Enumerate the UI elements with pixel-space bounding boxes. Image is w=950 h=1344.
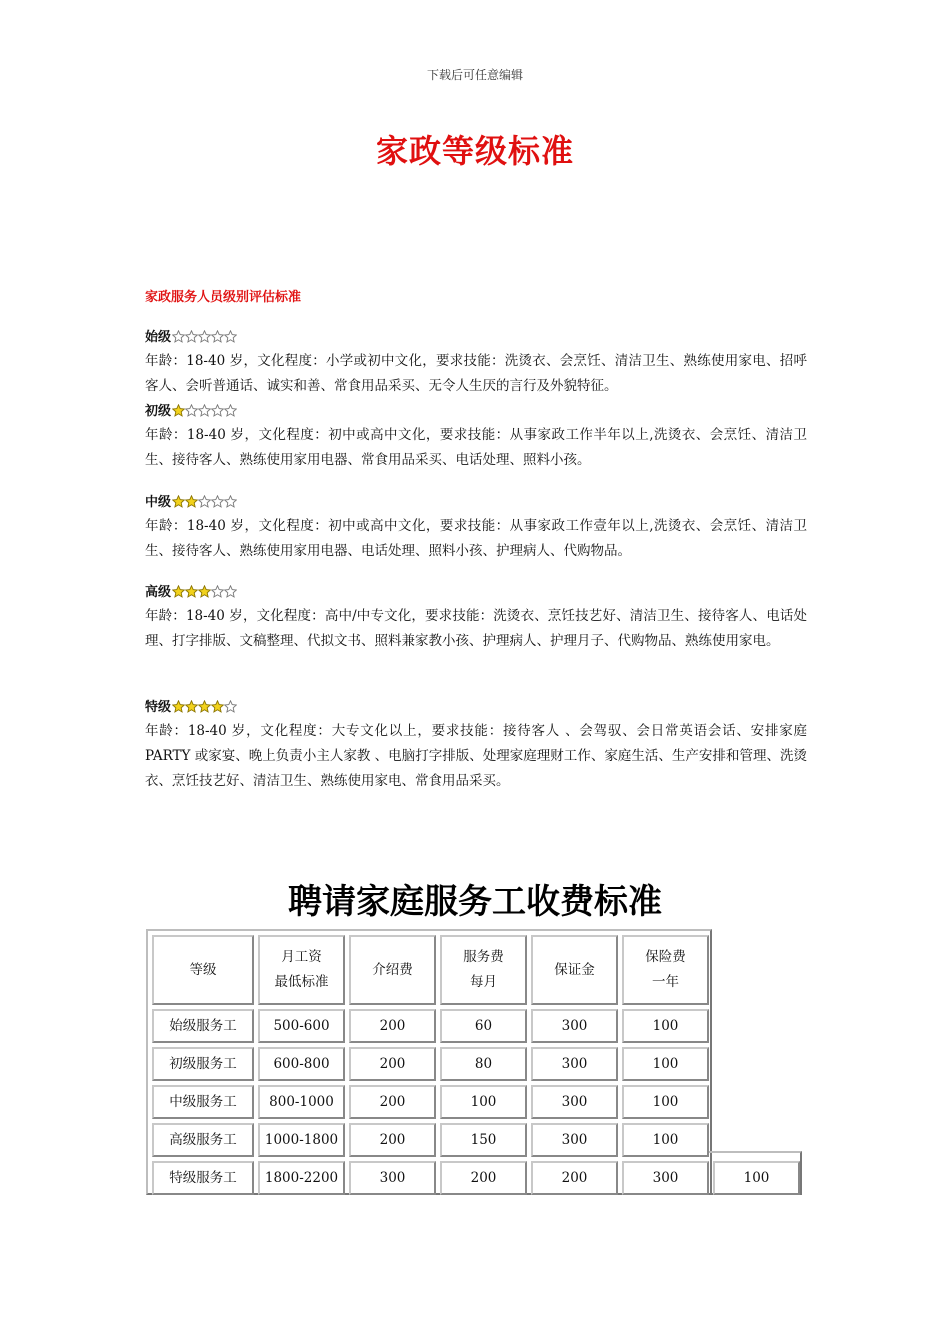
fee-table-title: 聘请家庭服务工收费标准 (288, 882, 662, 922)
header-cell-service-fee: 服务费 每月 (440, 935, 527, 1005)
star-filled-icon (198, 585, 211, 598)
star-outline-icon (211, 404, 224, 417)
table-cell: 100 (440, 1085, 527, 1119)
star-filled-icon (172, 700, 185, 713)
table-cell: 200 (349, 1085, 436, 1119)
table-cell: 300 (531, 1085, 618, 1119)
table-cell: 80 (440, 1047, 527, 1081)
table-cell: 150 (440, 1123, 527, 1157)
star-filled-icon (198, 700, 211, 713)
star-rating (172, 699, 237, 721)
star-outline-icon (224, 585, 237, 598)
star-rating (172, 403, 237, 425)
star-outline-icon (211, 585, 224, 598)
header-note: 下载后可任意编辑 (426, 68, 523, 82)
section-subtitle: 家政服务人员级别评估标准 (145, 290, 302, 305)
level-description: 年龄：18-40 岁，文化程度：大专文化以上，要求技能：接待客人 、会驾驭、会日常英语会话、安排家庭 PARTY 或家宴、晚上负责小主人家教 、电脑打字排版、处理家庭理财工作、家庭生活、生产安排和管理、洗烫衣、烹饪技艺好、清洁卫生、熟练使用家电、常食用品采买。 (145, 723, 807, 789)
level-block-0 (145, 327, 807, 399)
star-filled-icon (172, 495, 185, 508)
table-cell: 300 (622, 1161, 709, 1195)
star-rating (172, 494, 237, 516)
star-filled-icon (185, 700, 198, 713)
level-name: 高级 (145, 585, 172, 600)
level-heading (145, 327, 807, 349)
header-cell-salary: 月工资 最低标准 (258, 935, 345, 1005)
table-cell: 300 (531, 1123, 618, 1157)
level-heading (145, 492, 807, 514)
star-outline-icon (224, 495, 237, 508)
star-outline-icon (211, 495, 224, 508)
star-outline-icon (172, 330, 185, 343)
table-cell: 600-800 (258, 1047, 345, 1081)
level-heading (145, 401, 807, 423)
header-cell-intro-fee: 介绍费 (349, 935, 436, 1005)
table-cell: 800-1000 (258, 1085, 345, 1119)
level-name: 中级 (145, 495, 172, 510)
level-heading (145, 697, 807, 719)
table-cell: 100 (622, 1085, 709, 1119)
table-cell: 100 (622, 1009, 709, 1043)
star-filled-icon (185, 585, 198, 598)
table-cell: 初级服务工 (152, 1047, 254, 1081)
star-outline-icon (198, 404, 211, 417)
level-description: 年龄：18-40 岁，文化程度：高中/中专文化，要求技能：洗烫衣、烹饪技艺好、清洁卫生、接待客人、电话处理、打字排版、文稿整理、代拟文书、照料兼家教小孩、护理病人、护理月子、代购物品、熟练使用家电。 (145, 608, 807, 649)
star-filled-icon (172, 585, 185, 598)
table-header-row (152, 935, 800, 1005)
level-heading (145, 582, 807, 604)
table-cell: 特级服务工 (152, 1161, 254, 1195)
page-title: 家政等级标准 (375, 132, 574, 170)
star-outline-icon (224, 330, 237, 343)
level-description: 年龄：18-40 岁，文化程度：初中或高中文化，要求技能：从事家政工作壹年以上,洗烫衣、会烹饪、清洁卫生、接待客人、熟练使用家用电器、电话处理、照料小孩、护理病人、代购物品。 (145, 518, 807, 559)
level-block-1 (145, 401, 807, 473)
table-cell: 200 (531, 1161, 618, 1195)
star-outline-icon (185, 330, 198, 343)
level-block-3 (145, 582, 807, 654)
table-cell: 100 (622, 1123, 709, 1157)
table-cell: 200 (440, 1161, 527, 1195)
level-name: 始级 (145, 330, 172, 345)
table-cell: 中级服务工 (152, 1085, 254, 1119)
table-cell: 100 (622, 1047, 709, 1081)
table-cell: 始级服务工 (152, 1009, 254, 1043)
star-outline-icon (198, 495, 211, 508)
header-cell-insurance: 保险费 一年 (622, 935, 709, 1005)
header-cell-deposit: 保证金 (531, 935, 618, 1005)
table-cell: 500-600 (258, 1009, 345, 1043)
level-name: 特级 (145, 700, 172, 715)
table-cell: 1000-1800 (258, 1123, 345, 1157)
table-row (152, 1085, 800, 1119)
table-cell: 300 (349, 1161, 436, 1195)
table-cell: 60 (440, 1009, 527, 1043)
level-description: 年龄：18-40 岁，文化程度：初中或高中文化，要求技能：从事家政工作半年以上,洗烫衣、会烹饪、清洁卫生、接待客人、熟练使用家用电器、常食用品采买、电话处理、照料小孩。 (145, 427, 807, 468)
star-filled-icon (211, 700, 224, 713)
table-cell: 1800-2200 (258, 1161, 345, 1195)
star-outline-icon (211, 330, 224, 343)
star-outline-icon (224, 404, 237, 417)
level-block-4 (145, 697, 807, 794)
table-cell: 300 (531, 1047, 618, 1081)
star-outline-icon (198, 330, 211, 343)
fee-table (148, 931, 804, 1199)
table-row (152, 1047, 800, 1081)
level-block-2 (145, 492, 807, 564)
table-cell: 300 (531, 1009, 618, 1043)
star-rating (172, 329, 237, 351)
star-rating (172, 584, 237, 606)
table-row (152, 1123, 800, 1157)
header-cell-grade: 等级 (152, 935, 254, 1005)
table-cell: 高级服务工 (152, 1123, 254, 1157)
star-filled-icon (172, 404, 185, 417)
star-filled-icon (185, 495, 198, 508)
star-outline-icon (185, 404, 198, 417)
table-cell: 100 (713, 1161, 800, 1195)
star-outline-icon (224, 700, 237, 713)
table-row (152, 1161, 800, 1195)
table-cell: 200 (349, 1047, 436, 1081)
table-row (152, 1009, 800, 1043)
table-cell: 200 (349, 1123, 436, 1157)
table-cell: 200 (349, 1009, 436, 1043)
level-description: 年龄：18-40 岁，文化程度：小学或初中文化，要求技能：洗烫衣、会烹饪、清洁卫生、熟练使用家电、招呼客人、会听普通话、诚实和善、常食用品采买、无令人生厌的言行及外貌特征。 (145, 353, 807, 394)
level-name: 初级 (145, 404, 172, 419)
